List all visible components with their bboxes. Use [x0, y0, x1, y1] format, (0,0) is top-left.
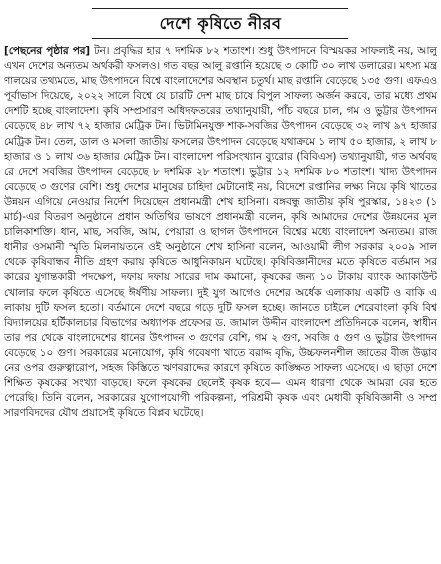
- headline-rule-top: [92, 8, 348, 9]
- headline: দেশে কৃষিতে নীরব: [159, 14, 282, 33]
- continued-from-label: [পেছনের পৃষ্ঠার পর]: [4, 45, 91, 57]
- article-body: [4, 44, 437, 560]
- article-text: টন। প্রবৃদ্ধির হার ৭ দশমিক ৮২ শতাংশ। শুধু উৎপাদনে বিস্ময়কর সাফল্যই নয়, আলু এখন দেশের অন্যতম অর্থকরী ফসলও। গত বছর আলু রপ্তানি হয়েছে ৩ কোটি ৩০ লাখ ডলারের। মৎস্য মন্ত্রণালয়ের তথ্যমতে, মাছ উৎপাদনে বিশ্বে বাংলাদেশের অবস্থান চতুর্থ। মাছ রপ্তানি বেড়েছে ১৩৫ গুণ। এফএও পূর্বাভাস দিয়েছে, ২০২২ সালে বিশ্বে যে চারটি দেশ মাছ চাষে বিপুল সাফল্য অর্জন করবে, তার মধ্যে প্রথম দেশটি হচ্ছে বাংলাদেশ। কৃষি সম্প্রসারণ অধিদফতরের তথ্যানুযায়ী, পাঁচ বছরে চাল, গম ও ভুট্টার উৎপাদন বেড়েছে ৪৮ লাখ ৭২ হাজার মেট্রিক টন। ভিটামিনযুক্ত শাক-সবজির উৎপাদন বেড়েছে ৩২ লাখ ৯৭ হাজার মেট্রিক টন। তেল, ডাল ও মসলা জাতীয় ফসলের উৎপাদন বেড়েছে যথাক্রমে ১ লাখ ৫০ হাজার, ২ লাখ ৮ হাজার ও ১ লাখ ৩৬ হাজার মেট্রিক টন। বাংলাদেশ পরিসংখ্যান ব্যুরোর (বিবিএস) তথ্যানুযায়ী, গত অর্থবছরে দেশে সবজির উৎপাদন বেড়েছে ৮ দশমিক ২৮ শতাংশ। ভুট্টার ১২ দশমিক ৮০ শতাংশ। খাদ্য উৎপাদন বেড়েছে ৩ গুণের বেশি। শুধু দেশের মানুষের চাহিদা মেটানোই নয়, বিদেশে রপ্তানির লক্ষ্য নিয়ে কৃষি খাতের উন্নয়ন এগিয়ে নেওয়ার নির্দেশ দিয়েছেন প্রধানমন্ত্রী শেখ হাসিনা। বঙ্গবন্ধু জাতীয় কৃষি পুরস্কার, ১৪২৩ (১ মার্চ)-এর বিতরণ অনুষ্ঠানে প্রধান অতিথির ভাষণে প্রধানমন্ত্রী বলেন, কৃষি আমাদের দেশের উন্নয়নের মূল চালিকাশক্তি। ধান, মাছ, সবজি, আম, পেয়ারা ও ছাগল উৎপাদনে বিশ্বের মধ্যে বাংলাদেশ অন্যতম। রাজধানীর ওসমানী স্মৃতি মিলনায়তনে ওই অনুষ্ঠানে শেখ হাসিনা বলেন, আওয়ামী লীগ সরকার ২০০৯ সাল থেকে কৃষিবান্ধব নীতি গ্রহণ করায় কৃষিতে আধুনিকায়ন ঘটেছে। কৃষিবিজ্ঞানীদের মতে কৃষিতে বর্তমান সরকারের যুগান্তকারী পদক্ষেপ, দফায় দফায় সারের দাম কমানো, কৃষকের জন্য ১০ টাকায় ব্যাংক অ্যাকাউন্ট খোলার ফলে কৃষিতে এসেছে ঈর্ষণীয় সাফল্য। দুই যুগ আগেও দেশের অর্ধেক এলাকায় একটি ও বাকি এলাকায় দুটি ফসল হতো। বর্তমানে দেশে বছরে গড়ে দুটি ফসল হচ্ছে। জানতে চাইলে শেরেবাংলা কৃষি বিশ্ববিদ্যালয়ের হর্টিকালচার বিভাগের অধ্যাপক প্রফেসর ড. জামাল উদ্দীন বাংলাদেশ প্রতিদিনকে বলেন, স্বাধীনতার পর থেকে বাংলাদেশের ধানের উৎপাদন ৩ গুণের বেশি, গম ২ গুণ, সবজি ৫ গুণ ও ভুট্টার উৎপাদন বেড়েছে ১০ গুণ। সরকারের মনোযোগ, কৃষি গবেষণা খাতে বরাদ্দ বৃদ্ধি, উচ্চফলনশীল জাতের বীজ উদ্ভাবনের ওপর গুরুত্বারোপ, সহজ কিস্তিতে ঋণবরাদ্দের কারণে কৃষিতে কাঙ্ক্ষিত সাফল্য এসেছে। এ ছাড়া দেশে শিক্ষিত কৃষকের সংখ্যা বাড়ছে। ফলে কৃষকের ছেলেই কৃষক হবে— এমন ধারণা থেকে আমরা বের হতে পেরেছি। তিনি বলেন, সরকারের যুগোপযোগী পরিকল্পনা, পরিশ্রমী কৃষক এবং মেধাবী কৃষিবিজ্ঞানী ও সম্প্রসারণবিদদের যৌথ প্রয়াসেই কৃষিতে বিপ্লব ঘটেছে।: [4, 45, 437, 420]
- headline-rule-bottom: [92, 38, 348, 39]
- headline-container: [0, 14, 441, 34]
